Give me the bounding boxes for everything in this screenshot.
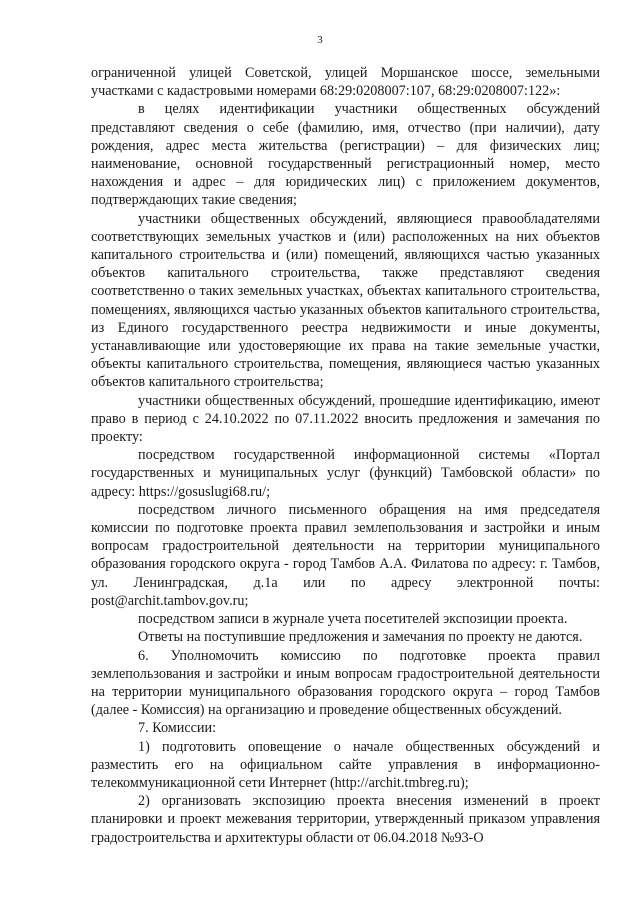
paragraph-submission-period: участники общественных обсуждений, прошедшие идентификацию, имеют право в период с 24.10.2022 по 07.11.2022 вносить предложения и замечания по проекту: <box>91 392 600 446</box>
paragraph-subitem-2: 2) организовать экспозицию проекта внесения изменений в проект планировки и проект межевания территории, утвержденный приказом управления градостроительства и архитектуры области от 06.04.2018 №93-О <box>91 793 600 846</box>
paragraph-continuation: ограниченной улицей Советской, улицей Моршанское шоссе, земельными участками с кадастровыми номерами 68:29:0208007:107, 68:29:0208007:122»: <box>91 65 600 100</box>
paragraph-visitor-log: посредством записи в журнале учета посетителей экспозиции проекта. <box>138 611 568 628</box>
paragraph-subitem-1: 1) подготовить оповещение о начале общественных обсуждений и разместить его на официальном сайте управления в информационно-телекоммуникационной сети Интернет (http://archit.tmbreg.ru); <box>91 738 600 791</box>
paragraph-written-appeal: посредством личного письменного обращения на имя председателя комиссии по подготовке проекта правил землепользования и застройки и иным вопросам градостроительной деятельности на территории муниципального образования городского округа - город Тамбов А.А. Филатова по адресу: г. Тамбов, ул. Ленинградская, д.1а или по адресу электронной почты: post@archit.tambov.gov.ru; <box>91 501 600 609</box>
document-body <box>91 64 600 847</box>
paragraph-portal: посредством государственной информационной системы «Портал государственных и муниципальных услуг (функций) Тамбовской области» по адресу: https://gosuslugi68.ru/; <box>91 447 600 500</box>
paragraph-rightholders: участники общественных обсуждений, являющиеся правообладателями соответствующих земельных участков и (или) расположенных на них объектов капитального строительства и (или) помещений, являющихся частью указанных объектов капитального строительства, также представляют сведения соответственно о таких земельных участках, объектах капитального строительства, помещениях, являющихся частью указанных объектов капитального строительства, из Единого государственного реестра недвижимости и иные документы, устанавливающие или удостоверяющие их права на такие земельные участки, объекты капитального строительства, помещения, являющиеся частью указанных объектов капитального строительства; <box>91 210 600 391</box>
paragraph-no-answers: Ответы на поступившие предложения и замечания по проекту не даются. <box>138 629 583 646</box>
page-number: 3 <box>317 34 323 46</box>
paragraph-identification: в целях идентификации участники общественных обсуждений представляют сведения о себе (фамилию, имя, отчество (при наличии), дату рождения, адрес места жительства (регистрации) – для физических лиц; наименование, основной государственный регистрационный номер, место нахождения и адрес – для юридических лиц) с приложением документов, подтверждающих такие сведения; <box>91 101 600 209</box>
paragraph-item-6: 6. Уполномочить комиссию по подготовке проекта правил землепользования и застройки и иным вопросам градостроительной деятельности на территории муниципального образования городского округа – город Тамбов (далее - Комиссия) на организацию и проведение общественных обсуждений. <box>91 647 600 719</box>
paragraph-item-7: 7. Комиссии: <box>138 720 217 737</box>
